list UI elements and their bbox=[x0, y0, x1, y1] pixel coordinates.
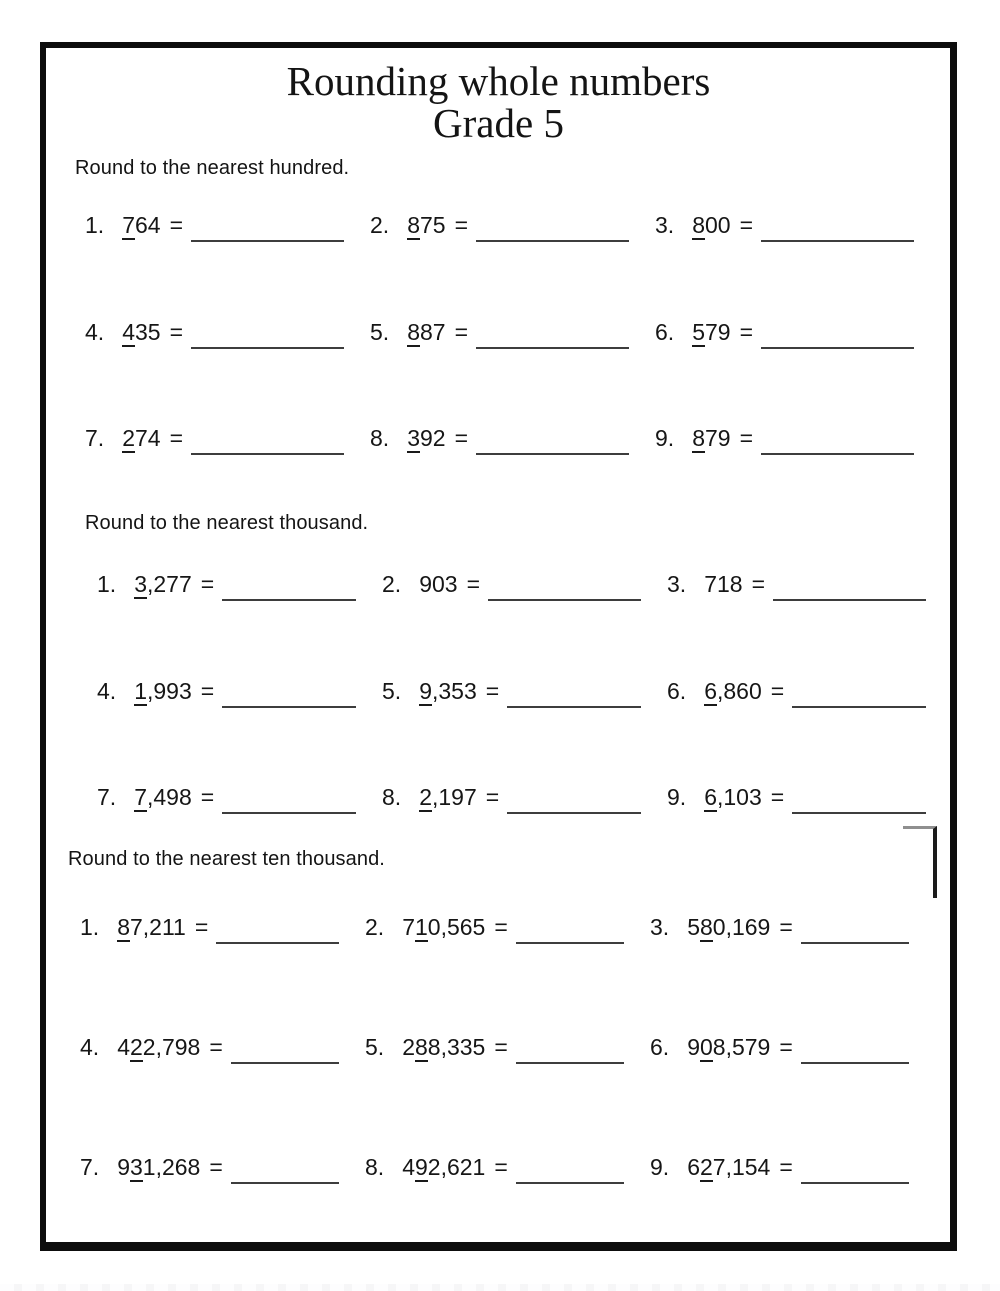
underlined-digit: 8 bbox=[407, 212, 420, 238]
value-suffix: 7,154 bbox=[712, 1154, 771, 1180]
problem-value bbox=[122, 420, 160, 456]
value-prefix: 718 bbox=[704, 571, 743, 597]
answer-blank[interactable] bbox=[222, 701, 356, 708]
value-prefix: 2 bbox=[402, 1034, 415, 1060]
problem-value bbox=[692, 314, 730, 350]
underlined-digit: 2 bbox=[699, 1154, 713, 1180]
equals-sign: = bbox=[779, 1154, 793, 1180]
underlined-digit: 7 bbox=[134, 784, 147, 810]
problem bbox=[370, 416, 655, 456]
problem-value bbox=[134, 779, 192, 815]
problem-number: 5. bbox=[365, 1034, 385, 1060]
problem-value bbox=[407, 207, 445, 243]
underlined-digit: 2 bbox=[419, 784, 432, 810]
problem bbox=[382, 669, 667, 709]
answer-blank[interactable] bbox=[488, 594, 641, 601]
problem-value bbox=[134, 673, 192, 709]
problem-row bbox=[80, 1145, 935, 1185]
equals-sign: = bbox=[494, 1154, 508, 1180]
answer-blank[interactable] bbox=[761, 448, 914, 455]
value-suffix: 8,579 bbox=[712, 1034, 771, 1060]
underlined-digit: 7 bbox=[122, 212, 135, 238]
problem-number: 5. bbox=[382, 678, 402, 704]
value-prefix: 5 bbox=[687, 914, 700, 940]
problem bbox=[80, 1145, 365, 1185]
problem-number: 8. bbox=[365, 1154, 385, 1180]
underlined-digit: 8 bbox=[692, 212, 705, 238]
answer-blank[interactable] bbox=[761, 235, 914, 242]
problem-value bbox=[692, 207, 730, 243]
problem bbox=[382, 562, 667, 602]
problem-number: 4. bbox=[85, 319, 105, 345]
answer-blank[interactable] bbox=[191, 342, 344, 349]
section-heading: Round to the nearest hundred. bbox=[75, 157, 350, 179]
value-suffix: 8,335 bbox=[427, 1034, 486, 1060]
problem bbox=[382, 775, 667, 815]
underlined-digit: 0 bbox=[699, 1034, 713, 1060]
problem-number: 3. bbox=[655, 212, 675, 238]
problem bbox=[365, 905, 650, 945]
problem-number: 2. bbox=[370, 212, 390, 238]
value-suffix: 1,268 bbox=[142, 1154, 201, 1180]
scan-artifact-strip bbox=[0, 1284, 1000, 1291]
equals-sign: = bbox=[466, 571, 480, 597]
value-prefix: 7 bbox=[402, 914, 415, 940]
underlined-digit: 4 bbox=[122, 319, 135, 345]
equals-sign: = bbox=[485, 784, 500, 810]
problem-number: 1. bbox=[85, 212, 105, 238]
problem bbox=[85, 416, 370, 456]
problem-value bbox=[407, 314, 445, 350]
value-suffix: ,277 bbox=[146, 571, 192, 597]
value-suffix: 74 bbox=[134, 425, 161, 451]
problem-row bbox=[85, 416, 940, 456]
value-prefix: 4 bbox=[402, 1154, 415, 1180]
problem bbox=[97, 562, 382, 602]
answer-blank[interactable] bbox=[476, 448, 629, 455]
underlined-digit: 6 bbox=[704, 784, 717, 810]
problem-number: 7. bbox=[97, 784, 117, 810]
equals-sign: = bbox=[739, 319, 754, 345]
equals-sign: = bbox=[494, 1034, 508, 1060]
underlined-digit: 9 bbox=[414, 1154, 428, 1180]
equals-sign: = bbox=[454, 425, 469, 451]
answer-blank[interactable] bbox=[761, 342, 914, 349]
value-suffix: 92 bbox=[419, 425, 446, 451]
problem bbox=[365, 1025, 650, 1065]
problem-value bbox=[704, 673, 762, 709]
problem-value bbox=[704, 779, 762, 815]
equals-sign: = bbox=[751, 571, 765, 597]
equals-sign: = bbox=[200, 571, 215, 597]
problem-number: 6. bbox=[650, 1034, 670, 1060]
underlined-digit: 9 bbox=[419, 678, 432, 704]
value-suffix: 2,798 bbox=[142, 1034, 201, 1060]
value-suffix: ,353 bbox=[431, 678, 477, 704]
problem-value bbox=[117, 1029, 200, 1065]
value-suffix: ,993 bbox=[146, 678, 192, 704]
corner-bracket-mark bbox=[903, 826, 937, 898]
answer-blank[interactable] bbox=[516, 1177, 624, 1184]
problem-value bbox=[402, 1029, 485, 1065]
problem bbox=[365, 1145, 650, 1185]
problem-number: 5. bbox=[370, 319, 390, 345]
problem-value bbox=[122, 207, 160, 243]
underlined-digit: 8 bbox=[414, 1034, 428, 1060]
underlined-digit: 8 bbox=[407, 319, 420, 345]
problem-value bbox=[687, 1149, 770, 1185]
value-suffix: 7,211 bbox=[129, 914, 186, 940]
problem bbox=[97, 669, 382, 709]
problem bbox=[80, 905, 365, 945]
problem-number: 6. bbox=[667, 678, 687, 704]
problem bbox=[655, 416, 940, 456]
problem bbox=[97, 775, 382, 815]
problem-number: 1. bbox=[80, 914, 100, 940]
problem bbox=[667, 669, 952, 709]
problem-row bbox=[97, 775, 952, 815]
underlined-digit: 1 bbox=[134, 678, 147, 704]
problem-row bbox=[85, 203, 940, 243]
problem-number: 9. bbox=[667, 784, 687, 810]
equals-sign: = bbox=[169, 425, 184, 451]
problem bbox=[85, 203, 370, 243]
answer-blank[interactable] bbox=[231, 1177, 339, 1184]
answer-blank[interactable] bbox=[216, 937, 339, 944]
value-suffix: ,103 bbox=[716, 784, 762, 810]
answer-blank[interactable] bbox=[476, 235, 629, 242]
underlined-digit: 6 bbox=[704, 678, 717, 704]
value-prefix: 6 bbox=[687, 1154, 700, 1180]
problem-number: 3. bbox=[650, 914, 670, 940]
equals-sign: = bbox=[169, 212, 184, 238]
underlined-digit: 2 bbox=[129, 1034, 143, 1060]
value-suffix: ,860 bbox=[716, 678, 762, 704]
problem-value bbox=[704, 566, 742, 602]
answer-blank[interactable] bbox=[516, 937, 624, 944]
problem bbox=[655, 203, 940, 243]
problem-row bbox=[97, 669, 952, 709]
answer-blank[interactable] bbox=[801, 937, 909, 944]
value-suffix: ,197 bbox=[431, 784, 477, 810]
problem-value bbox=[419, 566, 457, 602]
value-suffix: 00 bbox=[704, 212, 731, 238]
answer-blank[interactable] bbox=[792, 807, 926, 814]
underlined-digit: 3 bbox=[129, 1154, 143, 1180]
problem bbox=[667, 775, 952, 815]
answer-blank[interactable] bbox=[801, 1177, 909, 1184]
problem-value bbox=[402, 1149, 485, 1185]
problem-value bbox=[419, 673, 477, 709]
underlined-digit: 1 bbox=[414, 914, 428, 940]
value-suffix: 75 bbox=[419, 212, 446, 238]
problem bbox=[85, 310, 370, 350]
value-suffix: 79 bbox=[704, 425, 731, 451]
value-suffix: 2,621 bbox=[427, 1154, 486, 1180]
problem bbox=[650, 1025, 935, 1065]
value-prefix: 903 bbox=[419, 571, 458, 597]
value-prefix: 4 bbox=[117, 1034, 130, 1060]
value-suffix: 35 bbox=[134, 319, 161, 345]
problem-value bbox=[117, 1149, 200, 1185]
problem-row bbox=[80, 905, 935, 945]
problem-number: 7. bbox=[85, 425, 105, 451]
answer-blank[interactable] bbox=[507, 807, 641, 814]
value-suffix: 64 bbox=[134, 212, 161, 238]
value-suffix: 0,169 bbox=[712, 914, 771, 940]
problem-value bbox=[687, 1029, 770, 1065]
problem-number: 3. bbox=[667, 571, 687, 597]
answer-blank[interactable] bbox=[191, 235, 344, 242]
equals-sign: = bbox=[485, 678, 500, 704]
problem-number: 7. bbox=[80, 1154, 100, 1180]
section-heading: Round to the nearest thousand. bbox=[85, 512, 369, 534]
title-block bbox=[40, 60, 957, 144]
equals-sign: = bbox=[494, 914, 508, 940]
equals-sign: = bbox=[169, 319, 184, 345]
problem bbox=[80, 1025, 365, 1065]
answer-blank[interactable] bbox=[476, 342, 629, 349]
problem-number: 8. bbox=[382, 784, 402, 810]
equals-sign: = bbox=[454, 212, 469, 238]
answer-blank[interactable] bbox=[507, 701, 641, 708]
underlined-digit: 2 bbox=[122, 425, 135, 451]
problem bbox=[655, 310, 940, 350]
answer-blank[interactable] bbox=[231, 1057, 339, 1064]
underlined-digit: 8 bbox=[699, 914, 713, 940]
equals-sign: = bbox=[454, 319, 469, 345]
section-heading: Round to the nearest ten thousand. bbox=[68, 848, 385, 870]
answer-blank[interactable] bbox=[773, 594, 926, 601]
problem-value bbox=[692, 420, 730, 456]
underlined-digit: 3 bbox=[407, 425, 420, 451]
problem bbox=[667, 562, 952, 602]
value-suffix: 0,565 bbox=[427, 914, 486, 940]
value-suffix: 87 bbox=[419, 319, 446, 345]
equals-sign: = bbox=[209, 1034, 223, 1060]
problem-number: 2. bbox=[382, 571, 402, 597]
problem-value bbox=[117, 909, 186, 945]
problem-row bbox=[85, 310, 940, 350]
problem-number: 9. bbox=[650, 1154, 670, 1180]
worksheet-title: Rounding whole numbers bbox=[286, 58, 711, 104]
answer-blank[interactable] bbox=[222, 594, 356, 601]
answer-blank[interactable] bbox=[516, 1057, 624, 1064]
equals-sign: = bbox=[209, 1154, 223, 1180]
problem-value bbox=[687, 909, 770, 945]
problem bbox=[370, 203, 655, 243]
problem-number: 4. bbox=[80, 1034, 100, 1060]
equals-sign: = bbox=[779, 1034, 793, 1060]
equals-sign: = bbox=[770, 784, 785, 810]
underlined-digit: 5 bbox=[692, 319, 705, 345]
problem-row bbox=[80, 1025, 935, 1065]
value-prefix: 9 bbox=[117, 1154, 130, 1180]
problem-value bbox=[122, 314, 160, 350]
problem bbox=[370, 310, 655, 350]
answer-blank[interactable] bbox=[222, 807, 356, 814]
underlined-digit: 3 bbox=[134, 571, 147, 597]
problem-value bbox=[134, 566, 192, 602]
problem-number: 1. bbox=[97, 571, 117, 597]
underlined-digit: 8 bbox=[692, 425, 705, 451]
equals-sign: = bbox=[200, 678, 215, 704]
problem-number: 4. bbox=[97, 678, 117, 704]
equals-sign: = bbox=[739, 425, 754, 451]
problem-value bbox=[419, 779, 477, 815]
answer-blank[interactable] bbox=[191, 448, 344, 455]
problem bbox=[650, 905, 935, 945]
answer-blank[interactable] bbox=[792, 701, 926, 708]
equals-sign: = bbox=[739, 212, 754, 238]
problem bbox=[650, 1145, 935, 1185]
equals-sign: = bbox=[200, 784, 215, 810]
underlined-digit: 8 bbox=[117, 914, 130, 940]
value-prefix: 9 bbox=[687, 1034, 700, 1060]
problem-number: 6. bbox=[655, 319, 675, 345]
equals-sign: = bbox=[779, 914, 793, 940]
problem-row bbox=[97, 562, 952, 602]
equals-sign: = bbox=[194, 914, 209, 940]
problem-number: 2. bbox=[365, 914, 385, 940]
problem-number: 8. bbox=[370, 425, 390, 451]
problem-value bbox=[407, 420, 445, 456]
equals-sign: = bbox=[770, 678, 785, 704]
worksheet-grade: Grade 5 bbox=[433, 100, 564, 146]
problem-number: 9. bbox=[655, 425, 675, 451]
problem-value bbox=[402, 909, 485, 945]
value-suffix: ,498 bbox=[146, 784, 192, 810]
answer-blank[interactable] bbox=[801, 1057, 909, 1064]
value-suffix: 79 bbox=[704, 319, 731, 345]
